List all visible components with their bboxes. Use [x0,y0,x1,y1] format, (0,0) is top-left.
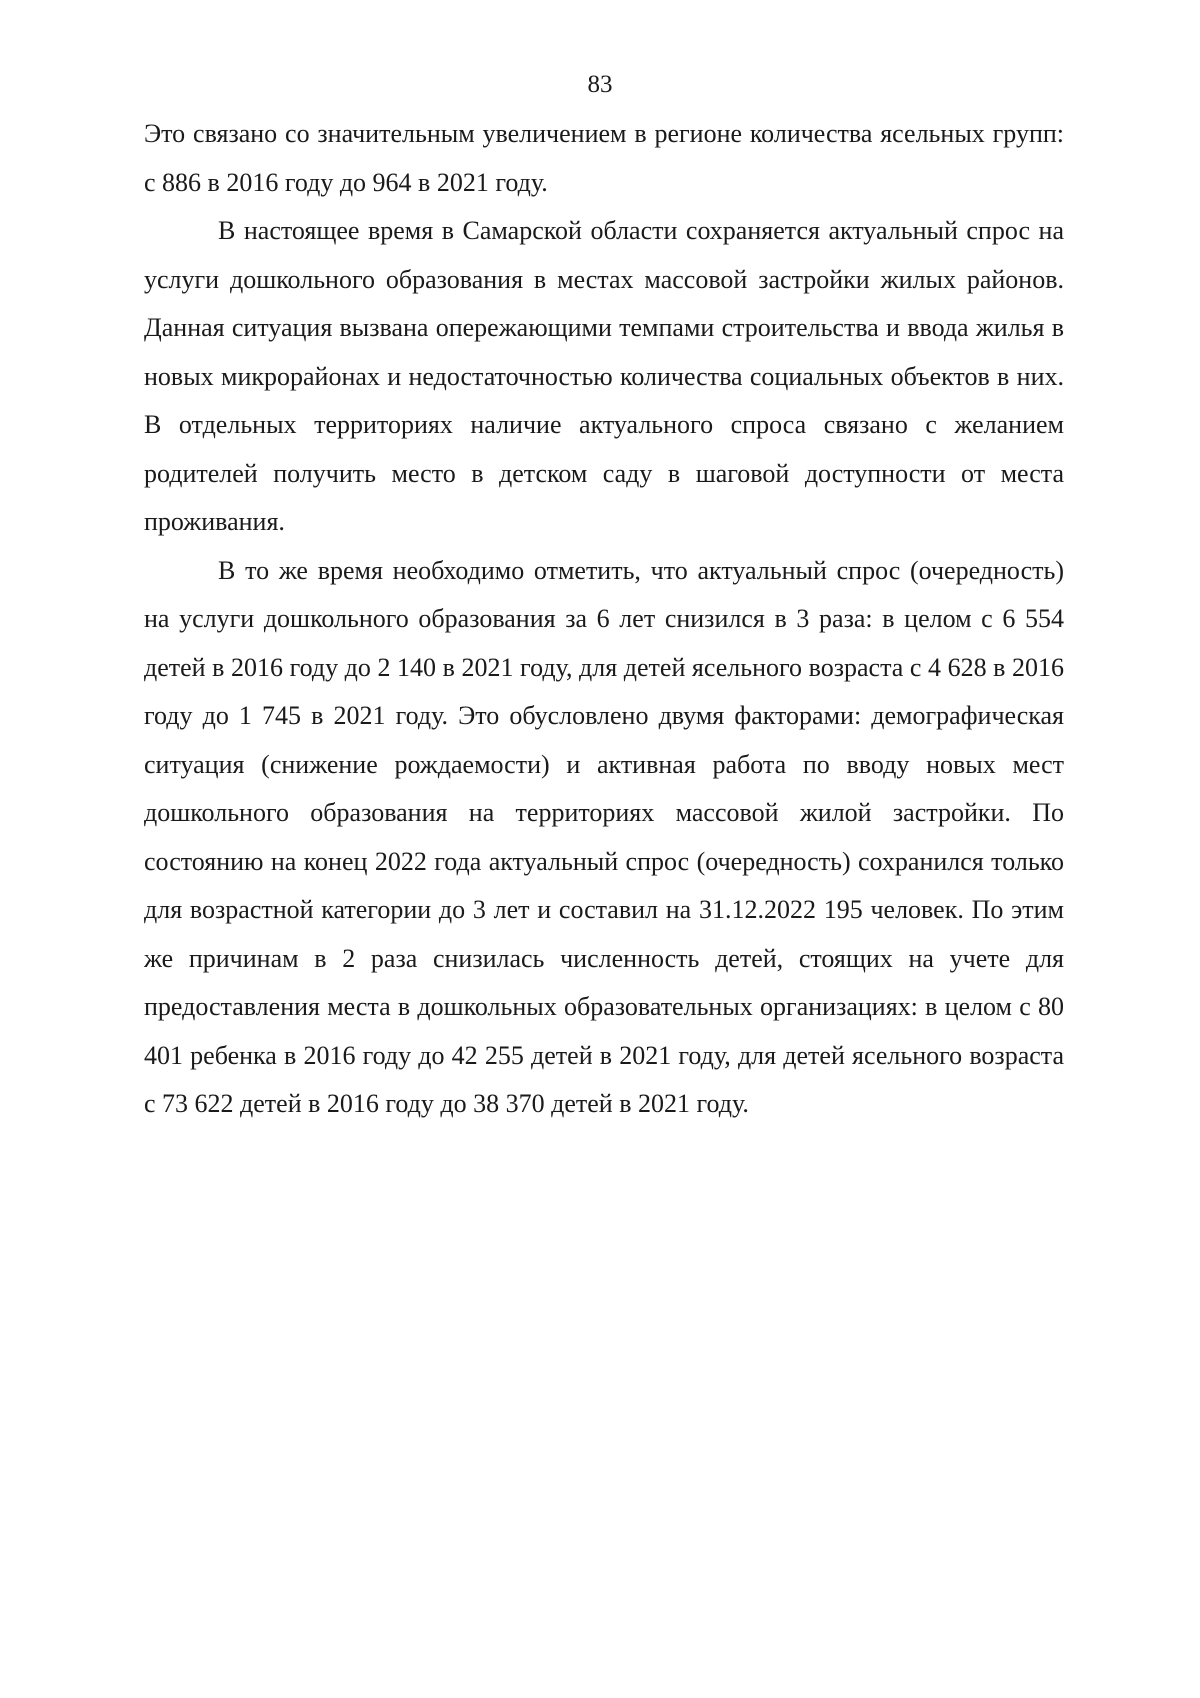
document-body [144,110,1064,1129]
paragraph-3: В то же время необходимо отметить, что актуальный спрос (очередность) на услуги дошкольного образования за 6 лет снизился в 3 раза: в целом с 6 554 детей в 2016 году до 2 140 в 2021 году, для детей ясельного возраста с 4 628 в 2016 году до 1 745 в 2021 году. Это обусловлено двумя факторами: демографическая ситуация (снижение рождаемости) и активная работа по вводу новых мест дошкольного образования на территориях массовой жилой застройки. По состоянию на конец 2022 года актуальный спрос (очередность) сохранился только для возрастной категории до 3 лет и составил на 31.12.2022 195 человек. По этим же причинам в 2 раза снизилась численность детей, стоящих на учете для предоставления места в дошкольных образовательных организациях: в целом с 80 401 ребенка в 2016 году до 42 255 детей в 2021 году, для детей ясельного возраста с 73 622 детей в 2016 году до 38 370 детей в 2021 году. [144,555,1064,1118]
page-number: 83 [587,71,613,98]
paragraph-1: Это связано со значительным увеличением в регионе количества ясельных групп: с 886 в 2016 году до 964 в 2021 году. [144,119,1064,197]
paragraph-2: В настоящее время в Самарской области сохраняется актуальный спрос на услуги дошкольного образования в местах массовой застройки жилых районов. Данная ситуация вызвана опережающими темпами строительства и ввода жилья в новых микрорайонах и недостаточностью количества социальных объектов в них. В отдельных территориях наличие актуального спроса связано с желанием родителей получить место в детском саду в шаговой доступности от места проживания. [144,216,1064,536]
